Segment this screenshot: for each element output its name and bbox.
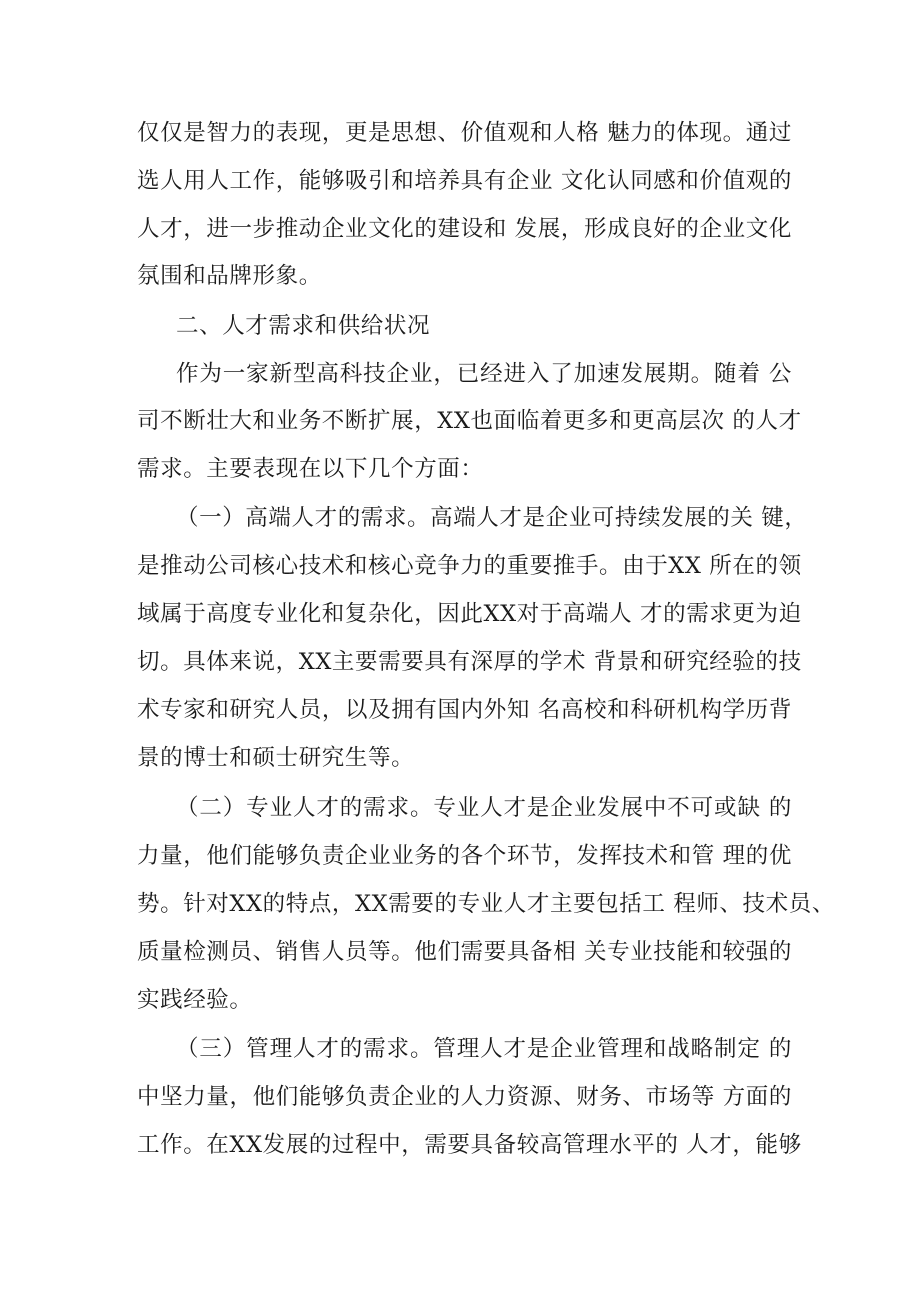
text-line: 质量检测员、销售人员等。他们需要具备相 关专业技能和较强的 bbox=[137, 939, 792, 965]
text-line: 术专家和研究人员，以及拥有国内外知 名高校和科研机构学历背 bbox=[137, 697, 792, 723]
text-line: 切。具体来说，XX主要需要具有深厚的学术 背景和研究经验的技 bbox=[137, 649, 802, 675]
text-line: 人才，进一步推动企业文化的建设和 发展，形成良好的企业文化 bbox=[137, 216, 792, 242]
text-line: 力量，他们能够负责企业业务的各个环节，发挥技术和管 理的优 bbox=[137, 843, 792, 869]
text-line: 司不断壮大和业务不断扩展，XX也面临着更多和更高层次 的人才 bbox=[137, 408, 802, 434]
text-line: 作为一家新型高科技企业，已经进入了加速发展期。随着 公 bbox=[176, 361, 792, 387]
text-line: 域属于高度专业化和复杂化，因此XX对于高端人 才的需求更为迫 bbox=[137, 601, 802, 627]
text-line: 选人用人工作，能够吸引和培养具有企业 文化认同感和价值观的 bbox=[137, 168, 792, 194]
text-line: 是推动公司核心技术和核心竞争力的重要推手。由于XX 所在的领 bbox=[137, 553, 802, 579]
text-line: 仅仅是智力的表现，更是思想、价值观和人格 魅力的体现。通过 bbox=[137, 120, 792, 146]
text-line: 景的博士和硕士研究生等。 bbox=[137, 745, 415, 771]
text-line: （二）专业人才的需求。专业人才是企业发展中不可或缺 的 bbox=[176, 795, 792, 821]
text-line: （三）管理人才的需求。管理人才是企业管理和战略制定 的 bbox=[176, 1036, 792, 1062]
text-line: 中坚力量，他们能够负责企业的人力资源、财务、市场等 方面的 bbox=[137, 1084, 792, 1110]
text-line: 工作。在XX发展的过程中，需要具备较高管理水平的 人才，能够 bbox=[137, 1132, 802, 1158]
text-line: 需求。主要表现在以下几个方面： bbox=[137, 456, 484, 482]
text-line: 实践经验。 bbox=[137, 987, 253, 1013]
text-line: 氛围和品牌形象。 bbox=[137, 263, 322, 289]
text-line: 势。针对XX的特点，XX需要的专业人才主要包括工 程师、技术员、 bbox=[137, 891, 835, 917]
section-heading: 二、人才需求和供给状况 bbox=[176, 313, 431, 339]
text-line: （一）高端人才的需求。高端人才是企业可持续发展的关 键， bbox=[176, 505, 808, 531]
